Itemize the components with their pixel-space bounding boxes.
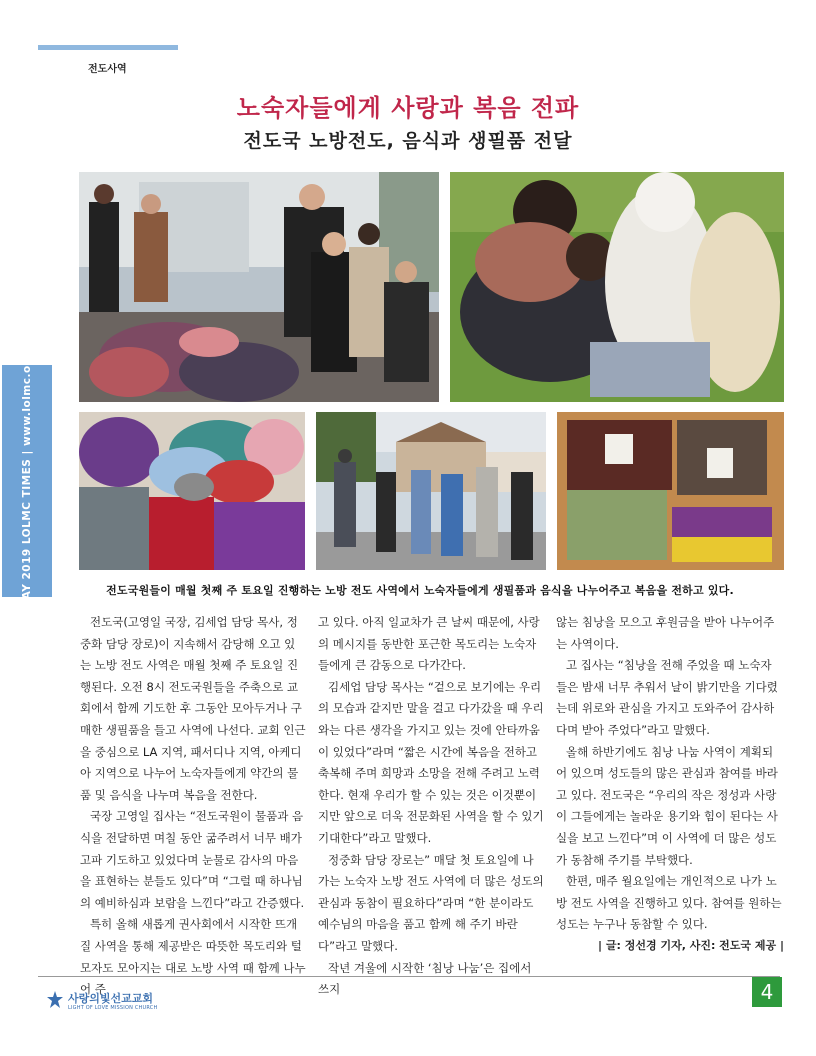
photo-volunteers-group <box>79 172 439 402</box>
photo-knitted-scarves <box>79 412 305 570</box>
paragraph: 올해 하반기에도 침낭 나눔 사역이 계획되어 있으며 성도들의 많은 관심과 참여를 바라고 있다. 전도국은 “우리의 작은 정성과 사랑이 그들에게는 놀라운 용기와 힘이 된다는 사실을 보고 느낀다”며 이 사역에 더 많은 성도가 동참해 주기를 부탁했다. <box>556 744 778 867</box>
photo-caption: 전도국원들이 매월 첫째 주 토요일 진행하는 노방 전도 사역에서 노숙자들에게 생필품과 음식을 나누어주고 복음을 전하고 있다. <box>106 584 734 597</box>
top-accent-bar <box>38 45 178 50</box>
article-title: 노숙자들에게 사랑과 복음 전파 <box>236 94 580 122</box>
footer-divider <box>38 976 780 977</box>
paragraph: 국장 고영일 집사는 “전도국원이 물품과 음식을 전달하면 며칠 동안 굶주려서 너무 배가 고파 기도하고 있었다며 눈물로 감사의 마음을 표현하는 분들도 있다”며 “그럴 때 하나님의 예비하심과 보람을 느낀다”라고 간증했다. <box>80 809 305 910</box>
article-column-2 <box>318 612 544 1001</box>
church-logo-icon <box>46 990 64 1010</box>
paragraph: 한편, 매주 월요일에는 개인적으로 나가 노방 전도 사역을 진행하고 있다. 참여를 원하는 성도는 누구나 동참할 수 있다. <box>556 874 782 932</box>
paragraph: 않는 침낭을 모으고 후원금을 받아 나누어주는 사역이다. <box>556 615 775 651</box>
article-credit: | 글: 정선경 기자, 사진: 전도국 제공 | <box>598 939 784 952</box>
side-issue-text: MAY 2019 LOLMC TIMES | www.lolmc.org <box>21 351 33 611</box>
paragraph: 고 있다. 아직 일교차가 큰 날씨 때문에, 사랑의 메시지를 동반한 포근한 목도리는 노숙자들에게 큰 감동으로 다가간다. <box>318 615 540 673</box>
page-number: 4 <box>752 977 782 1007</box>
paragraph: 특히 올해 새롭게 권사회에서 시작한 뜨개질 사역을 통해 제공받은 따뜻한 목도리와 털모자도 모아지는 대로 노방 사역 때 함께 나누어 주 <box>80 917 306 997</box>
paragraph: 정중화 담당 장로는” 매달 첫 토요일에 나가는 노숙자 노방 전도 사역에 더 많은 성도의 관심과 동참이 필요하다”라며 “한 분이라도 예수님의 마음을 품고 함께 해 주기 바란다”라고 말했다. <box>318 852 544 953</box>
photo-packaged-knitwear <box>557 412 784 570</box>
paragraph: 김세업 담당 목사는 “겉으로 보기에는 우리의 모습과 같지만 말을 걸고 다가갔을 때 우리와는 다른 생각을 가지고 있는 것에 안타까움이 있었다”라며 “짧은 시간에 복음을 전하고 축복해 주며 희망과 소망을 전해 주려고 노력한다. 현재 우리가 할 수 있는 것은 이것뿐이지만 앞으로 더욱 전문화된 사역을 할 수 있기 기대한다”라고 말했다. <box>318 679 544 845</box>
side-issue-tab <box>2 351 52 611</box>
church-logo <box>46 988 166 1016</box>
logo-subtitle: LIGHT OF LOVE MISSION CHURCH <box>68 1005 158 1011</box>
article-column-3 <box>556 612 782 936</box>
section-label: 전도사역 <box>88 64 127 75</box>
article-column-1 <box>80 612 306 1001</box>
photo-prayer <box>450 172 784 402</box>
paragraph: 전도국(고영일 국장, 김세업 담당 목사, 정중화 담당 장로)이 지속해서 감당해 오고 있는 노방 전도 사역은 매월 첫째 주 토요일 진행된다. 오전 8시 전도국원들을 주축으로 교회에서 함께 기도한 후 그동안 모아두거나 구매한 생필품을 들고 사역에 나선다. 교회 인근을 중심으로 LA 지역, 패서디나 지역, 아케디아 지역으로 나누어 노숙자들에게 약간의 물품 및 음식을 나누며 복음을 전한다. <box>80 615 306 802</box>
article-subtitle: 전도국 노방전도, 음식과 생필품 전달 <box>243 130 573 152</box>
paragraph: 고 집사는 “침낭을 전해 주었을 때 노숙자들은 밤새 너무 추워서 날이 밝기만을 기다렸는데 위로와 관심을 가지고 도와주어 감사하다며 받아 주었다”라고 말했다. <box>556 658 778 737</box>
paragraph: 작년 겨울에 시작한 ‘침낭 나눔’은 집에서 쓰지 <box>318 960 532 997</box>
logo-name: 사랑의빛선교교회 <box>68 992 154 1005</box>
photo-outdoor-gathering <box>316 412 546 570</box>
